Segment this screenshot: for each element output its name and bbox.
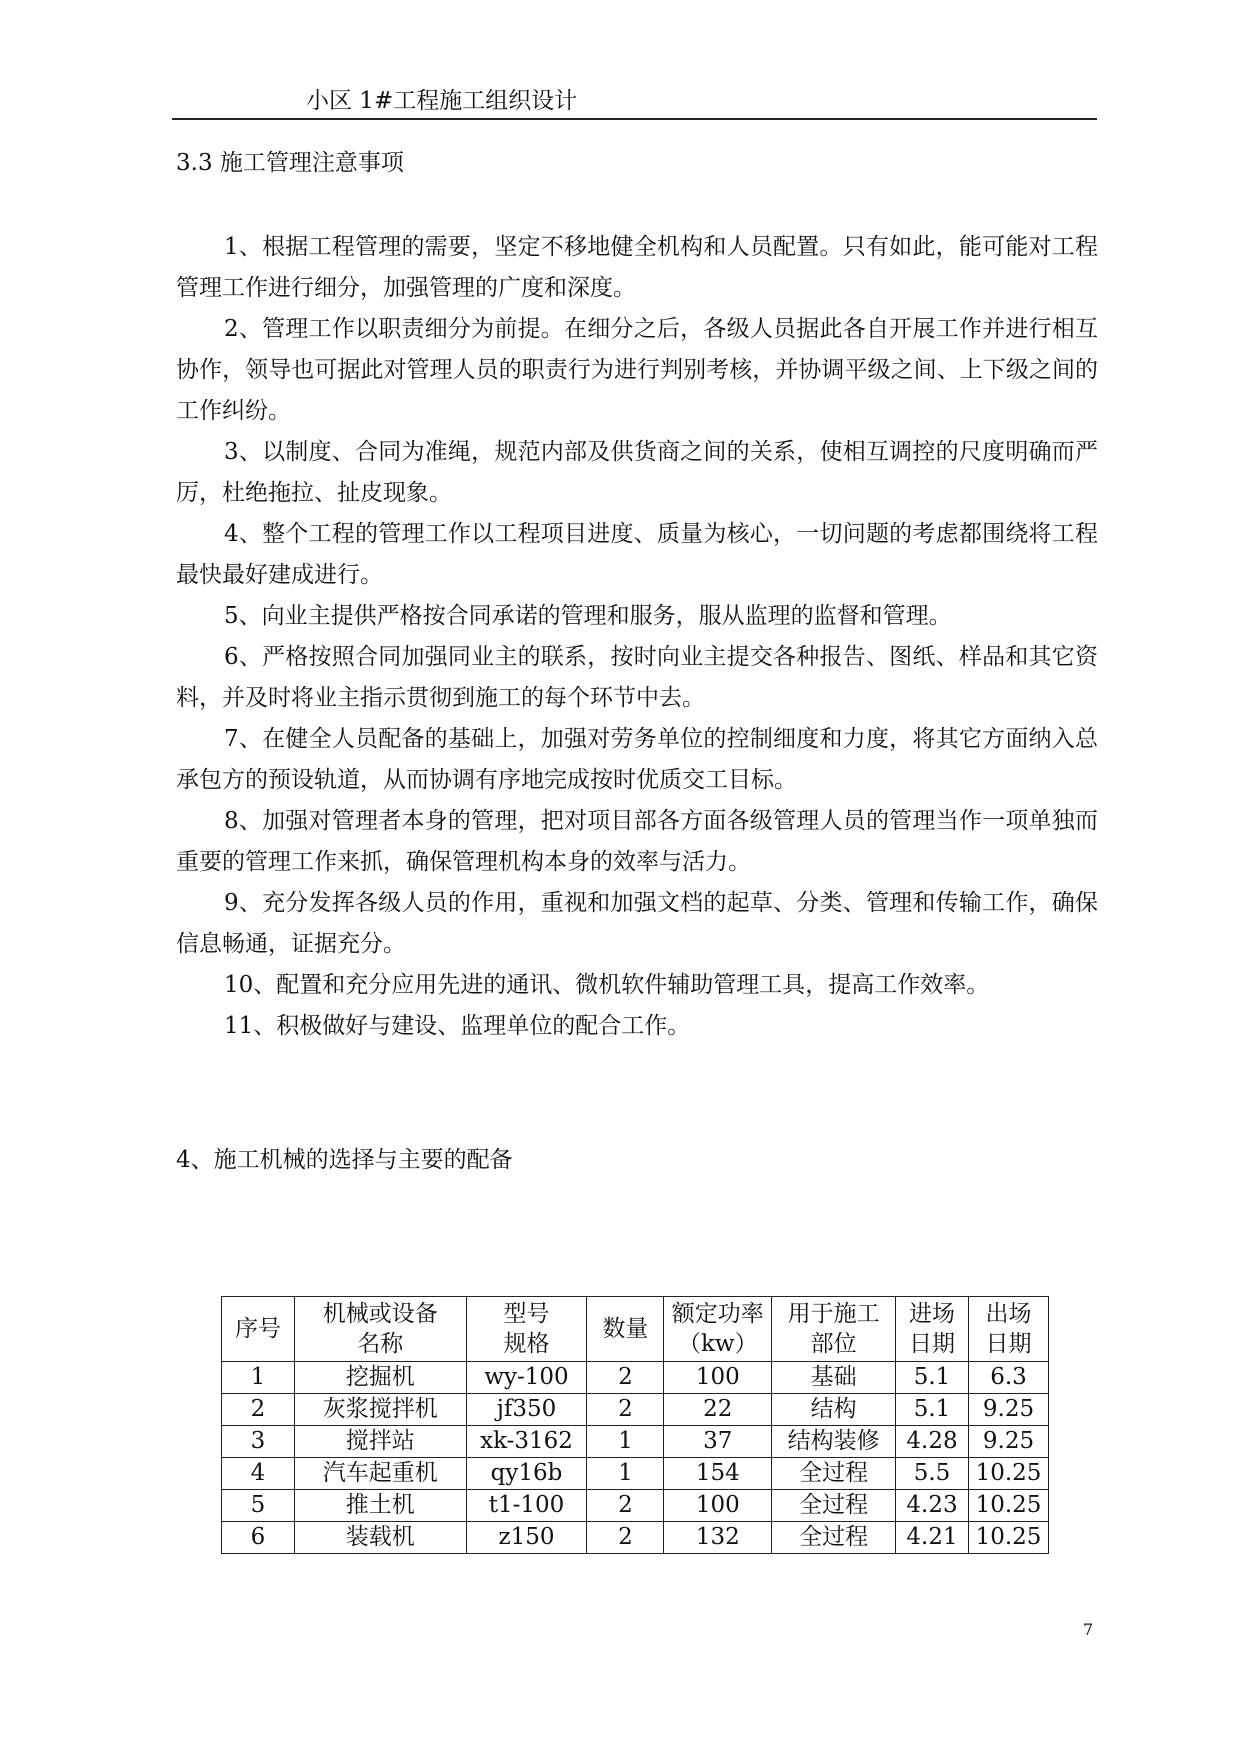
table-row <box>222 1426 1049 1458</box>
cell-index: 2 <box>222 1394 295 1426</box>
col-header-index: 序号 <box>222 1297 295 1362</box>
table-header-row <box>222 1297 1049 1362</box>
cell-exit-date: 9.25 <box>969 1394 1049 1426</box>
cell-usage: 基础 <box>772 1362 896 1394</box>
cell-usage: 结构 <box>772 1394 896 1426</box>
section-heading-3-3: 3.3 施工管理注意事项 <box>176 150 404 176</box>
cell-equipment-name: 装载机 <box>294 1522 466 1554</box>
header-divider <box>172 118 1097 120</box>
paragraph-6: 6、严格按照合同加强同业主的联系，按时向业主提交各种报告、图纸、样品和其它资料，并及时将业主指示贯彻到施工的每个环节中去。 <box>176 644 1098 711</box>
cell-exit-date: 10.25 <box>969 1458 1049 1490</box>
cell-quantity: 2 <box>587 1490 664 1522</box>
cell-model: jf350 <box>466 1394 587 1426</box>
cell-rated-power: 154 <box>664 1458 772 1490</box>
paragraph-3: 3、以制度、合同为准绳，规范内部及供货商之间的关系，使相互调控的尺度明确而严厉，杜绝拖拉、扯皮现象。 <box>176 439 1098 506</box>
cell-quantity: 2 <box>587 1394 664 1426</box>
col-header-quantity: 数量 <box>587 1297 664 1362</box>
cell-quantity: 2 <box>587 1522 664 1554</box>
cell-index: 6 <box>222 1522 295 1554</box>
cell-rated-power: 37 <box>664 1426 772 1458</box>
cell-index: 1 <box>222 1362 295 1394</box>
paragraph-9: 9、充分发挥各级人员的作用，重视和加强文档的起草、分类、管理和传输工作，确保信息畅通，证据充分。 <box>176 890 1098 957</box>
cell-equipment-name: 搅拌站 <box>294 1426 466 1458</box>
table-row <box>222 1362 1049 1394</box>
management-notes-body <box>176 227 1098 1047</box>
table-row <box>222 1394 1049 1426</box>
paragraph-2: 2、管理工作以职责细分为前提。在细分之后，各级人员据此各自开展工作并进行相互协作，领导也可据此对管理人员的职责行为进行判别考核，并协调平级之间、上下级之间的工作纠纷。 <box>176 316 1098 424</box>
cell-exit-date: 9.25 <box>969 1426 1049 1458</box>
cell-model: xk-3162 <box>466 1426 587 1458</box>
cell-model: qy16b <box>466 1458 587 1490</box>
paragraph-8: 8、加强对管理者本身的管理，把对项目部各方面各级管理人员的管理当作一项单独而重要的管理工作来抓，确保管理机构本身的效率与活力。 <box>176 808 1098 875</box>
cell-index: 5 <box>222 1490 295 1522</box>
col-header-rated-power: 额定功率 （kw） <box>664 1297 772 1362</box>
paragraph-4: 4、整个工程的管理工作以工程项目进度、质量为核心，一切问题的考虑都围绕将工程最快最好建成进行。 <box>176 521 1098 588</box>
cell-entry-date: 4.21 <box>896 1522 969 1554</box>
cell-usage: 全过程 <box>772 1490 896 1522</box>
col-header-exit-date: 出场 日期 <box>969 1297 1049 1362</box>
cell-quantity: 1 <box>587 1458 664 1490</box>
cell-rated-power: 100 <box>664 1362 772 1394</box>
cell-index: 3 <box>222 1426 295 1458</box>
paragraph-1: 1、根据工程管理的需要，坚定不移地健全机构和人员配置。只有如此，能可能对工程管理工作进行细分，加强管理的广度和深度。 <box>176 234 1098 301</box>
running-header-title: 小区 1#工程施工组织设计 <box>306 88 578 114</box>
cell-entry-date: 4.28 <box>896 1426 969 1458</box>
paragraph-5: 5、向业主提供严格按合同承诺的管理和服务，服从监理的监督和管理。 <box>224 603 952 629</box>
cell-exit-date: 10.25 <box>969 1522 1049 1554</box>
col-header-entry-date: 进场 日期 <box>896 1297 969 1362</box>
cell-entry-date: 4.23 <box>896 1490 969 1522</box>
cell-equipment-name: 挖掘机 <box>294 1362 466 1394</box>
section-heading-4: 4、施工机械的选择与主要的配备 <box>176 1147 513 1173</box>
table-row <box>222 1490 1049 1522</box>
table-row <box>222 1458 1049 1490</box>
cell-equipment-name: 灰浆搅拌机 <box>294 1394 466 1426</box>
col-header-equipment-name: 机械或设备 名称 <box>294 1297 466 1362</box>
cell-model: wy-100 <box>466 1362 587 1394</box>
cell-usage: 结构装修 <box>772 1426 896 1458</box>
cell-usage: 全过程 <box>772 1522 896 1554</box>
cell-rated-power: 100 <box>664 1490 772 1522</box>
equipment-table <box>221 1296 1049 1554</box>
table-row <box>222 1522 1049 1554</box>
paragraph-10: 10、配置和充分应用先进的通讯、微机软件辅助管理工具，提高工作效率。 <box>224 972 990 998</box>
cell-entry-date: 5.1 <box>896 1394 969 1426</box>
cell-model: t1-100 <box>466 1490 587 1522</box>
paragraph-7: 7、在健全人员配备的基础上，加强对劳务单位的控制细度和力度，将其它方面纳入总承包方的预设轨道，从而协调有序地完成按时优质交工目标。 <box>176 726 1098 793</box>
col-header-model: 型号 规格 <box>466 1297 587 1362</box>
cell-entry-date: 5.1 <box>896 1362 969 1394</box>
cell-quantity: 2 <box>587 1362 664 1394</box>
col-header-usage: 用于施工 部位 <box>772 1297 896 1362</box>
cell-rated-power: 22 <box>664 1394 772 1426</box>
cell-model: z150 <box>466 1522 587 1554</box>
paragraph-11: 11、积极做好与建设、监理单位的配合工作。 <box>224 1013 691 1039</box>
cell-exit-date: 6.3 <box>969 1362 1049 1394</box>
cell-usage: 全过程 <box>772 1458 896 1490</box>
cell-rated-power: 132 <box>664 1522 772 1554</box>
cell-index: 4 <box>222 1458 295 1490</box>
cell-equipment-name: 汽车起重机 <box>294 1458 466 1490</box>
cell-exit-date: 10.25 <box>969 1490 1049 1522</box>
cell-equipment-name: 推土机 <box>294 1490 466 1522</box>
cell-entry-date: 5.5 <box>896 1458 969 1490</box>
cell-quantity: 1 <box>587 1426 664 1458</box>
page-number: 7 <box>1083 1620 1094 1639</box>
